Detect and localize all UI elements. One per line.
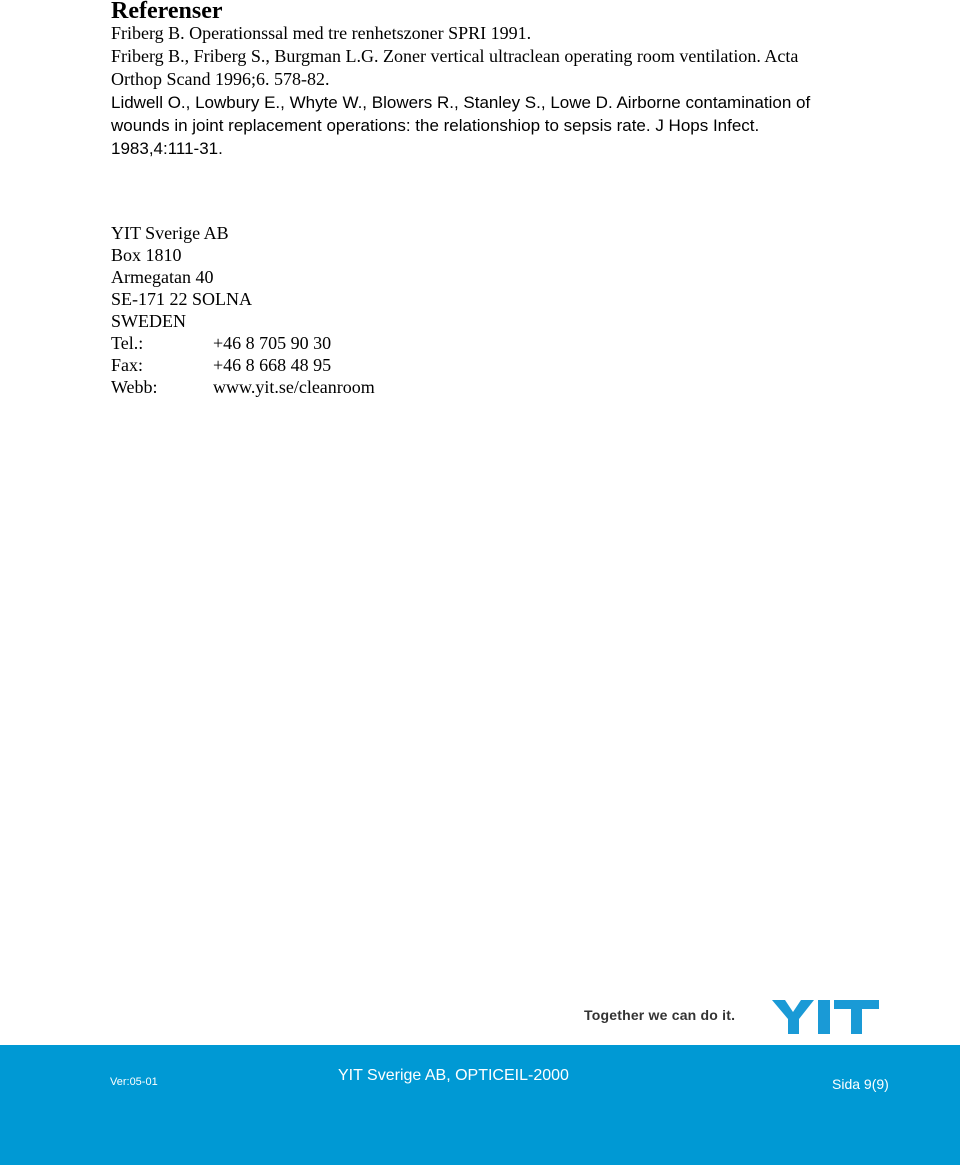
contact-label: Fax: bbox=[111, 355, 144, 375]
reference-line: Friberg B., Friberg S., Burgman L.G. Zoner vertical ultraclean operating room ventilation. Acta bbox=[111, 46, 799, 66]
brand-tagline: Together we can do it. bbox=[584, 1007, 736, 1023]
contact-value: +46 8 668 48 95 bbox=[213, 355, 332, 375]
company-address bbox=[111, 222, 375, 398]
footer-version: Ver:05-01 bbox=[110, 1076, 158, 1088]
references-heading: Referenser bbox=[111, 0, 223, 24]
company-country: SWEDEN bbox=[111, 311, 186, 331]
reference-line: Orthop Scand 1996;6. 578-82. bbox=[111, 69, 330, 89]
reference-line: Friberg B. Operationssal med tre renhetszoner SPRI 1991. bbox=[111, 23, 532, 43]
references-list bbox=[111, 22, 871, 160]
page-footer bbox=[0, 1045, 960, 1165]
contact-fax bbox=[111, 354, 375, 376]
footer-page-number: Sida 9(9) bbox=[832, 1076, 889, 1092]
reference-line: 1983,4:111-31. bbox=[111, 139, 223, 158]
footer-document-title: YIT Sverige AB, OPTICEIL-2000 bbox=[338, 1067, 569, 1084]
reference-line: Lidwell O., Lowbury E., Whyte W., Blowers R., Stanley S., Lowe D. Airborne contamination of bbox=[111, 93, 811, 112]
reference-line: wounds in joint replacement operations: the relationshiop to sepsis rate. J Hops Infect. bbox=[111, 116, 760, 135]
company-box: Box 1810 bbox=[111, 245, 182, 265]
contact-label: Tel.: bbox=[111, 333, 144, 353]
company-street: Armegatan 40 bbox=[111, 267, 214, 287]
contact-phone bbox=[111, 332, 375, 354]
brand-logo-area bbox=[584, 1000, 894, 1036]
contact-website-link[interactable]: www.yit.se/cleanroom bbox=[213, 377, 375, 397]
contact-label: Webb: bbox=[111, 377, 158, 397]
company-name: YIT Sverige AB bbox=[111, 223, 229, 243]
contact-web bbox=[111, 376, 375, 398]
company-postal: SE-171 22 SOLNA bbox=[111, 289, 253, 309]
yit-logo-icon bbox=[772, 1000, 892, 1036]
contact-value: +46 8 705 90 30 bbox=[213, 333, 332, 353]
